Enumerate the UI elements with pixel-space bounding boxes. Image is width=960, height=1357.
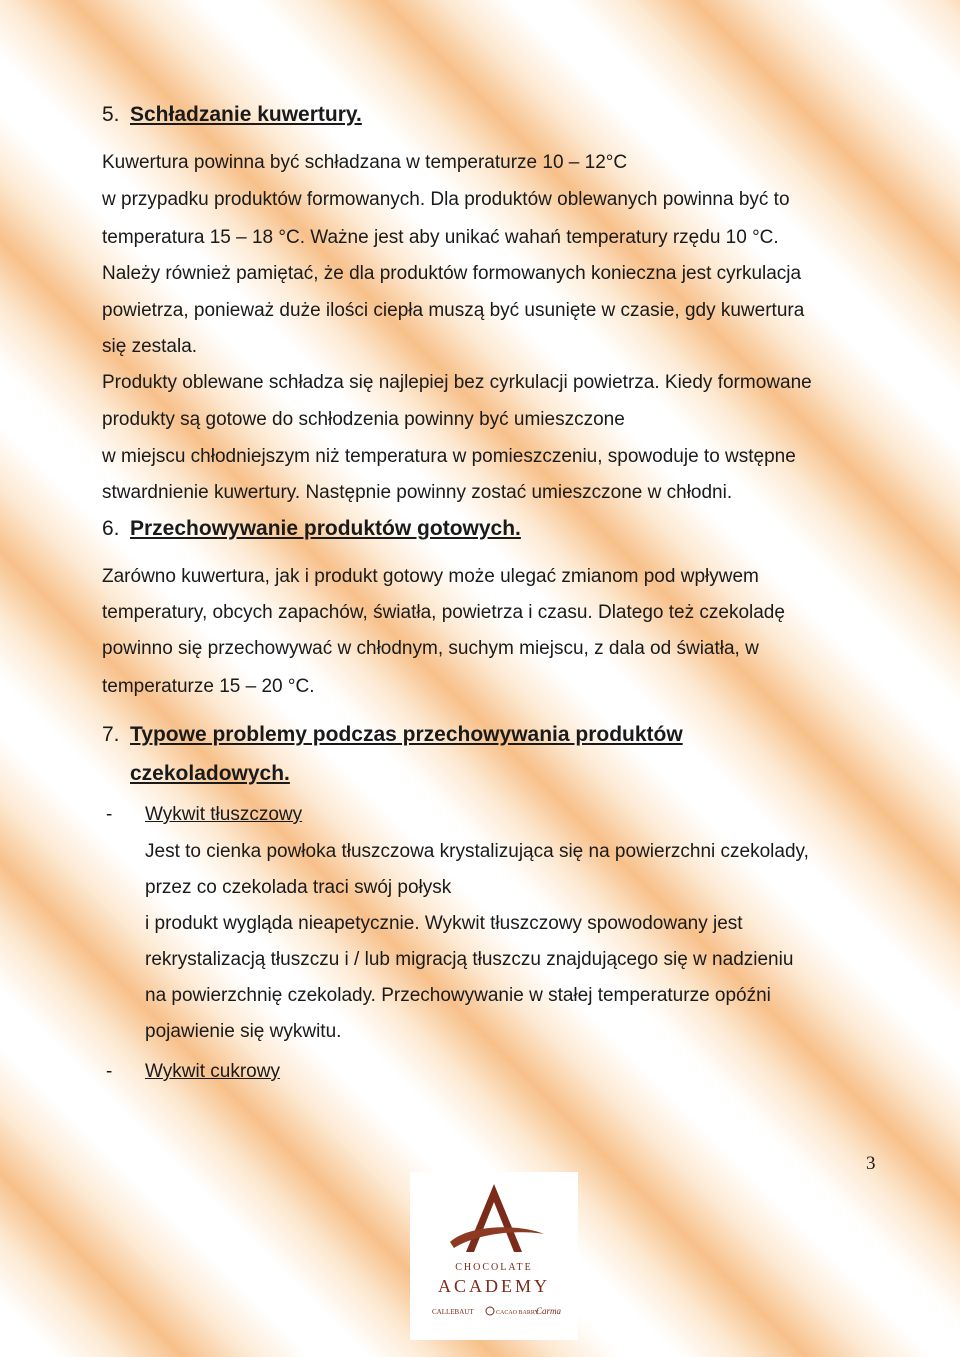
list-item-title: Wykwit cukrowy [145,1061,280,1082]
chocolate-academy-logo-graphic [410,1172,578,1340]
paragraph-line: temperatura 15 – 18 °C. Ważne jest aby unikać wahań temperatury rzędu 10 °C. [102,227,779,248]
section-7-title-line-2: czekoladowych. [130,762,290,785]
section-7-title: Typowe problemy podczas przechowywania produktów [130,723,683,746]
logo-brand-cacao-barry: CACAO BARRY [496,1310,539,1316]
paragraph-line: się zestala. [102,336,198,357]
list-item-dash: - [106,1061,113,1082]
logo-line-2: ACADEMY [437,1276,551,1296]
section-6-heading [102,516,521,542]
section-5-number: 5. [102,103,120,126]
section-6-number: 6. [102,517,120,540]
paragraph-line: i produkt wygląda nieapetycznie. Wykwit tłuszczowy spowodowany jest [145,913,743,934]
paragraph-line: pojawienie się wykwitu. [145,1021,342,1042]
paragraph-line: przez co czekolada traci swój połysk [145,877,452,898]
paragraph-line: w przypadku produktów formowanych. Dla produktów oblewanych powinna być to [102,189,790,210]
logo-line-1: CHOCOLATE [455,1262,533,1273]
paragraph-line: w miejscu chłodniejszym niż temperatura w pomieszczeniu, spowoduje to wstępne [102,446,796,467]
logo-brand-callebaut: CALLEBAUT [432,1308,474,1316]
paragraph-line: stwardnienie kuwertury. Następnie powinny zostać umieszczone w chłodni. [102,482,733,503]
section-7-number: 7. [102,723,120,746]
paragraph-line: temperaturze 15 – 20 °C. [102,676,315,697]
cacao-barry-icon [486,1307,494,1315]
section-5-title: Schładzanie kuwertury. [130,103,362,126]
paragraph-line: Produkty oblewane schładza się najlepiej bez cyrkulacji powietrza. Kiedy formowane [102,372,812,393]
section-7-heading [102,722,683,748]
chocolate-academy-logo [410,1172,578,1340]
paragraph-line: Jest to cienka powłoka tłuszczowa krystalizująca się na powierzchni czekolady, [145,841,809,862]
list-item-dash: - [106,804,113,825]
section-7-heading-continued [130,761,290,787]
section-5-heading [102,102,362,128]
paragraph-line: Kuwertura powinna być schładzana w temperaturze 10 – 12°C [102,152,628,173]
page-number: 3 [866,1153,876,1174]
paragraph-line: powietrza, ponieważ duże ilości ciepła muszą być usunięte w czasie, gdy kuwertura [102,300,805,321]
paragraph-line: na powierzchnię czekolady. Przechowywanie w stałej temperaturze opóźni [145,985,771,1006]
paragraph-line: rekrystalizacją tłuszczu i / lub migracją tłuszczu znajdującego się w nadzieniu [145,949,794,970]
paragraph-line: powinno się przechowywać w chłodnym, suchym miejscu, z dala od światła, w [102,638,759,659]
section-6-title: Przechowywanie produktów gotowych. [130,517,521,540]
paragraph-line: produkty są gotowe do schłodzenia powinny być umieszczone [102,409,625,430]
logo-brand-carma: Carma [536,1306,562,1316]
paragraph-line: Zarówno kuwertura, jak i produkt gotowy może ulegać zmianom pod wpływem [102,566,759,587]
list-item-title: Wykwit tłuszczowy [145,804,303,825]
paragraph-line: Należy również pamiętać, że dla produktów formowanych konieczna jest cyrkulacja [102,263,802,284]
paragraph-line: temperatury, obcych zapachów, światła, powietrza i czasu. Dlatego też czekoladę [102,602,785,623]
